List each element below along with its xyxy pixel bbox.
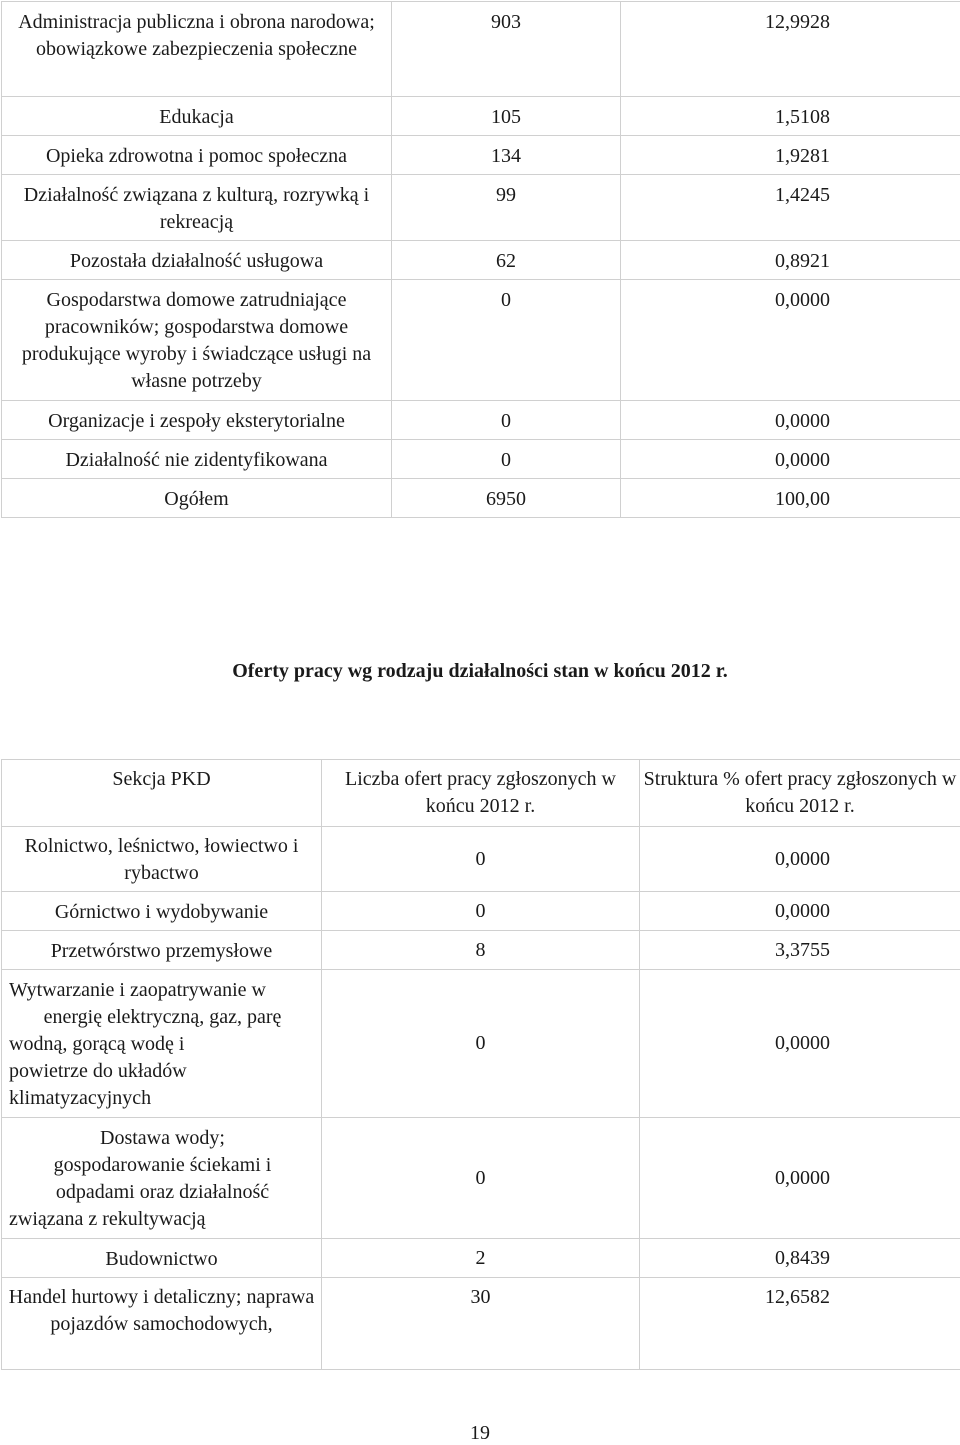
row-label-line: Dostawa wody; <box>9 1125 316 1152</box>
table-row <box>2 970 960 1118</box>
row-label: Administracja publiczna i obrona narodowa; obowiązkowe zabezpieczenia społeczne <box>2 2 392 97</box>
row-label: Działalność związana z kulturą, rozrywką i rekreacją <box>2 175 392 241</box>
row-count: 0 <box>392 280 621 401</box>
row-percent: 12,9928 <box>621 2 960 97</box>
row-label: Handel hurtowy i detaliczny; naprawa pojazdów samochodowych, <box>2 1278 322 1370</box>
table-job-offers-by-section <box>1 759 960 1370</box>
table-header-row <box>2 760 960 827</box>
table-row <box>2 175 960 241</box>
table-row <box>2 136 960 175</box>
row-percent: 3,3755 <box>640 931 960 970</box>
row-percent: 12,6582 <box>640 1278 960 1370</box>
row-count: 30 <box>322 1278 640 1370</box>
row-label: Gospodarstwa domowe zatrudniające pracowników; gospodarstwa domowe produkujące wyroby i świadczące usługi na własne potrzeby <box>2 280 392 401</box>
row-percent: 1,5108 <box>621 97 960 136</box>
table-row <box>2 97 960 136</box>
row-count: 0 <box>322 827 640 892</box>
row-label: Opieka zdrowotna i pomoc społeczna <box>2 136 392 175</box>
row-count: 134 <box>392 136 621 175</box>
row-percent: 0,0000 <box>621 440 960 479</box>
table-row <box>2 241 960 280</box>
row-percent: 0,8439 <box>640 1239 960 1278</box>
row-count: 0 <box>322 970 640 1118</box>
row-count: 0 <box>322 1118 640 1239</box>
row-percent: 1,9281 <box>621 136 960 175</box>
row-count: 0 <box>392 440 621 479</box>
row-label: Organizacje i zespoły eksterytorialne <box>2 401 392 440</box>
row-percent: 1,4245 <box>621 175 960 241</box>
row-label-line: związana z rekultywacją <box>9 1206 316 1233</box>
row-percent: 0,0000 <box>640 970 960 1118</box>
table-row <box>2 1278 960 1370</box>
table-row-total <box>2 479 960 518</box>
header-count: Liczba ofert pracy zgłoszonych w końcu 2012 r. <box>322 760 640 827</box>
row-count: 6950 <box>392 479 621 518</box>
row-count: 2 <box>322 1239 640 1278</box>
row-label: Pozostała działalność usługowa <box>2 241 392 280</box>
row-label-line: powietrze do układów <box>9 1058 316 1085</box>
table-row <box>2 892 960 931</box>
table-row <box>2 280 960 401</box>
row-count: 105 <box>392 97 621 136</box>
row-count: 62 <box>392 241 621 280</box>
row-percent: 0,0000 <box>621 401 960 440</box>
table-employment-by-section <box>1 1 960 518</box>
table-row <box>2 827 960 892</box>
table-row <box>2 1239 960 1278</box>
header-section: Sekcja PKD <box>2 760 322 827</box>
row-label <box>2 970 322 1118</box>
page-number: 19 <box>0 1422 960 1445</box>
row-label: Budownictwo <box>2 1239 322 1278</box>
row-label: Ogółem <box>2 479 392 518</box>
row-label <box>2 1118 322 1239</box>
row-label-line: klimatyzacyjnych <box>9 1085 316 1112</box>
row-count: 0 <box>392 401 621 440</box>
table-row <box>2 2 960 97</box>
row-count: 99 <box>392 175 621 241</box>
row-label: Działalność nie zidentyfikowana <box>2 440 392 479</box>
row-percent: 0,0000 <box>640 892 960 931</box>
row-label-line: odpadami oraz działalność <box>9 1179 316 1206</box>
header-percent: Struktura % ofert pracy zgłoszonych w końcu 2012 r. <box>640 760 960 827</box>
table-row <box>2 440 960 479</box>
row-percent: 0,0000 <box>621 280 960 401</box>
row-label: Przetwórstwo przemysłowe <box>2 931 322 970</box>
row-label-line: Wytwarzanie i zaopatrywanie w <box>9 977 316 1004</box>
row-percent: 0,8921 <box>621 241 960 280</box>
row-label: Rolnictwo, leśnictwo, łowiectwo i rybactwo <box>2 827 322 892</box>
row-percent: 100,00 <box>621 479 960 518</box>
table-row <box>2 1118 960 1239</box>
row-label-line: wodną, gorącą wodę i <box>9 1031 316 1058</box>
row-label: Górnictwo i wydobywanie <box>2 892 322 931</box>
row-count: 903 <box>392 2 621 97</box>
row-label: Edukacja <box>2 97 392 136</box>
row-label-line: gospodarowanie ściekami i <box>9 1152 316 1179</box>
row-percent: 0,0000 <box>640 827 960 892</box>
row-label-line: energię elektryczną, gaz, parę <box>9 1004 316 1031</box>
row-count: 8 <box>322 931 640 970</box>
table-row <box>2 401 960 440</box>
row-count: 0 <box>322 892 640 931</box>
section-title: Oferty pracy wg rodzaju działalności stan w końcu 2012 r. <box>0 658 960 685</box>
row-percent: 0,0000 <box>640 1118 960 1239</box>
table-row <box>2 931 960 970</box>
